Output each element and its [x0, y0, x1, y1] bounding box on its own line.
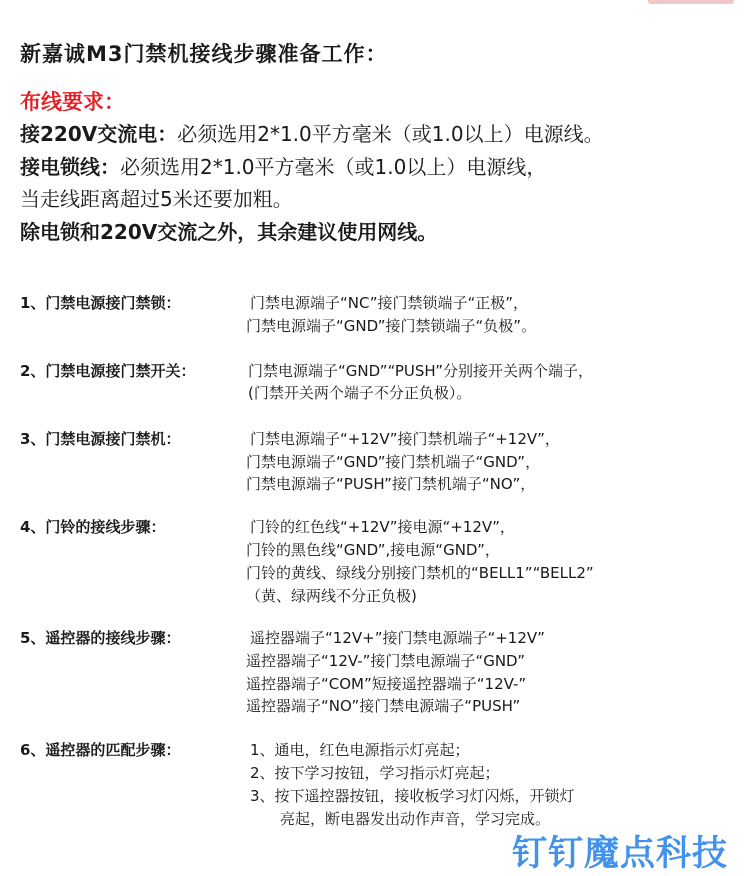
watermark-logo: 钉钉魔点科技	[512, 834, 729, 874]
section-5-line: 遥控器端子“12V-”接门禁电源端子“GND”	[246, 652, 525, 670]
section-6-line: 2、按下学习按钮，学习指示灯亮起；	[250, 764, 500, 782]
requirement-lock	[20, 151, 546, 180]
section-1-label: 1、门禁电源接门禁锁：	[20, 294, 181, 312]
section-4-line: 门铃的红色线“+12V”接电源“+12V”，	[250, 518, 515, 536]
section-6-line: 亮起，断电器发出动作声音，学习完成。	[280, 810, 551, 828]
section-3-line: 门禁电源端子“+12V”接门禁机端子“+12V”，	[250, 430, 560, 448]
section-4-label: 4、门铃的接线步骤：	[20, 518, 166, 536]
section-5-line: 遥控器端子“12V+”接门禁电源端子“+12V”	[250, 629, 545, 647]
section-4-line: 门铃的黑色线“GND”,接电源“GND”，	[246, 541, 500, 559]
section-2-label: 2、门禁电源接门禁开关：	[20, 362, 196, 380]
requirement-lock-note: 当走线距离超过5米还要加粗。	[20, 187, 293, 211]
requirement-other: 除电锁和220V交流之外，其余建议使用网线。	[20, 220, 438, 244]
requirement-lock-text: 必须选用2*1.0平方毫米（或1.0以上）电源线，	[120, 155, 547, 179]
section-6-line: 1、通电，红色电源指示灯亮起；	[250, 741, 470, 759]
requirement-lock-label: 接电锁线：	[20, 155, 120, 179]
section-5-line: 遥控器端子“COM”短接遥控器端子“12V-”	[246, 675, 527, 693]
section-3-line: 门禁电源端子“PUSH”接门禁机端子“NO”，	[246, 475, 536, 493]
page-title: 新嘉诚M3门禁机接线步骤准备工作：	[20, 42, 388, 66]
requirement-ac-label: 接220V交流电：	[20, 122, 178, 146]
top-decoration	[648, 0, 734, 4]
section-5-label: 5、遥控器的接线步骤：	[20, 629, 181, 647]
requirement-ac	[20, 118, 604, 147]
section-5-line: 遥控器端子“NO”接门禁电源端子“PUSH”	[246, 697, 521, 715]
section-6-label: 6、遥控器的匹配步骤：	[20, 741, 181, 759]
section-6-line: 3、按下遥控器按钮，接收板学习灯闪烁，开锁灯	[250, 787, 575, 805]
section-4-line: 门铃的黄线、绿线分别接门禁机的“BELL1”“BELL2”	[246, 564, 594, 582]
wiring-requirements-title: 布线要求：	[20, 90, 125, 114]
section-1-line: 门禁电源端子“GND”接门禁锁端子“负极”。	[246, 317, 537, 335]
section-2-line: (门禁开关两个端子不分正负极）。	[248, 384, 472, 402]
section-3-label: 3、门禁电源接门禁机：	[20, 430, 181, 448]
section-1-line: 门禁电源端子“NC”接门禁锁端子“正极”，	[250, 294, 529, 312]
section-3-line: 门禁电源端子“GND”接门禁机端子“GND”，	[246, 453, 541, 471]
section-2-line: 门禁电源端子“GND”“PUSH”分别接开关两个端子，	[248, 362, 593, 380]
section-4-line: （黄、绿两线不分正负极)	[246, 587, 417, 605]
requirement-ac-text: 必须选用2*1.0平方毫米（或1.0以上）电源线。	[177, 122, 604, 146]
